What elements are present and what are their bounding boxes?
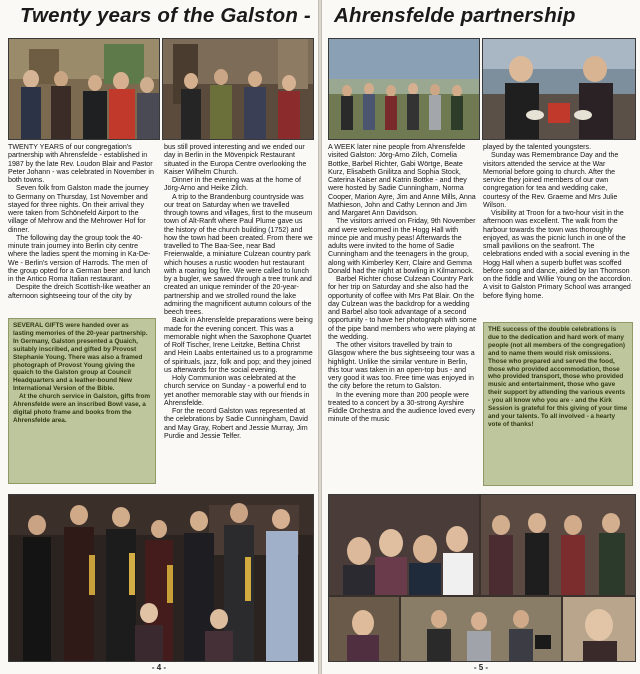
paragraph: bus still proved interesting and we ended our day in Berlin in the Mövenpick Restaurant situated in the Europa Centre overlooking the Kaiser Wilhelm Church. — [164, 143, 307, 176]
headline-right: Ahrensfelde partnership — [334, 4, 576, 27]
paragraph: Barbel Richter chose Culzean Country Park for her trip on Saturday and she also had the opportunity of coffee with Mrs Pat Blair. On the day Culzean was the backdrop for a wedding and Barbel also took advantage of a second opportunity - to have her photograph with some of the pipe band members who were playing at the wedding. — [328, 275, 477, 341]
photo-picnic-seafront — [482, 38, 636, 140]
paragraph: Despite the dreich Scottish-like weather an afternoon sightseeing tour of the city by — [8, 283, 151, 300]
photo-group-outdoors-right — [328, 38, 480, 140]
box-paragraph: THE success of the double celebrations is due to the dedication and hard work of many people (not all members of the congregation) and to name them would risk omissions. Those who prepared and served the food, those who provided accommodation, those who provided transport, those who provided music and entertainment, those who gave their support by attending the various events - you all know who you are - and the Kirk Session is grateful for this giving of your time and your talents. To all involved - a hearty vote of thanks! — [488, 326, 628, 428]
paragraph: A trip to the Brandenburg countryside was our treat on Saturday when we travelled through towns and villages, first to the museum town of Alt-Ranft where Paul Plume gave us the history of the church building (1752) and how the town had been created. From there we travelled to The Baa-See, near Bad Freienwalde, a miniature Culzean country park which houses a rustic wooden hut restaurant with a roaring log fire. We were called to lunch by a bugler, we sawed through a tree trunk and created an unique reminder of the 20-year-partnership and we strolled round the lake admiring the magnificent autumn colours of the beech trees. — [164, 192, 313, 316]
photo-walkers-left — [8, 38, 160, 140]
page-5 — [322, 0, 640, 674]
article-left-column-2 — [164, 143, 313, 488]
photo-saxophone-quartet — [8, 494, 314, 662]
paragraph: Back in Ahrensfelde preparations were being made for the evening concert. This was a memorable night when the Saxophone Quartet of Rolf Tischer, Irene Leitzke, Bettina Christ and Hein Laabs entertained us to a programme of spirituals, jazz, folk and pop; and they joined us afterwards for the social evening. — [164, 316, 313, 374]
paragraph: Dinner in the evening was at the home of Jörg-Arno and Heike Zilch. — [164, 176, 301, 193]
photo-street-group-left — [162, 38, 314, 140]
gifts-box — [8, 318, 156, 484]
photo-collage-right — [328, 494, 636, 662]
paragraph: A WEEK later nine people from Ahrensfelde visited Galston: Jörg-Arno Zilch, Cornelia Bottke, Barbel Richter, Gabi Wörtge, Beate Kurz, Elisabeth Gnilitza and Sophia Stock, Caterina Kaiser and Katrin Bottke - and they were hosted by Sadie Cunningham, Norma Cooper, Marion Ayre, Jim and Anne Mills, Anna Mathieson, John and Cathy Lennon and Jim and Margaret Ann Davidson. — [328, 143, 476, 217]
paragraph: The visitors arrived on Friday, 9th November and were welcomed in the Hogg Hall with mince pie and mushy peas! Afterwards the adults were invited to the home of Sadie Cunningham and the teenagers in the group, along with Kimberley Kerr, Claire and Gemma Donald had the night at bowling in Kilmarnock. — [328, 217, 476, 275]
paragraph: Seven folk from Galston made the journey to Germany on Thursday, 1st November and stayed for three nights. On their arrival they were taken from Schönefeld Airport to the village of Mehrow and the Mehrower Hof for dinner. — [8, 184, 149, 234]
article-left-column-1 — [8, 143, 156, 313]
headline-left: Twenty years of the Galston - — [20, 4, 311, 27]
paragraph: Holy Communion was celebrated at the church service on Sunday - a powerful end to yet another memorable stay with our friends in Ahrensfelde. — [164, 374, 310, 407]
page-number-left: - 4 - — [151, 663, 167, 672]
paragraph: The following day the group took the 40-minute train journey into Berlin city centre where the ladies spent the morning in Ka-De-We - Berlin's version of Harrods. The men of the group opted for a German beer and lunch in the Antico Roma Italian restaurant. — [8, 233, 151, 283]
box-paragraph: At the church service in Galston, gifts from Ahrensfelde were an inscribed Bowl vase, a digital photo frame and books from the Ahrensfelde area. — [13, 393, 151, 424]
page-4 — [0, 0, 318, 674]
paragraph: In the evening more than 200 people were treated to a concert by a 30-strong Ayrshire Fiddle Orchestra and the audience loved every minute of the music — [328, 390, 476, 424]
box-paragraph: SEVERAL GIFTS were handed over as lasting memories of the 20-year partnership. In Germany, Galston presented a Quaich, suitably inscribed, and gifted by Provost Stephanie Young. There was also a framed photograph of Provost Young giving the quaich to the Galston group at Council Headquarters and a leather-bound New International Version of the Bible. — [13, 322, 148, 393]
thanks-box — [483, 322, 633, 486]
paragraph: Sunday was Remembrance Day and the visitors attended the service at the War Memorial before going to church. After the service they joined members of our own congregation for tea and wedding cake, courtesy of the Rev. Graeme and Mrs Julie Wilson. — [483, 151, 619, 209]
article-right-column-2 — [483, 143, 633, 318]
paragraph: The other visitors travelled by train to Glasgow where the bus sightseeing tour was a highlight. Unlike the similar venture in Berlin, this tour was taken in an open-top bus - and very good it was too. Free time was enjoyed in the city before the return to Galston. — [328, 341, 475, 391]
paragraph: played by the talented youngsters. — [483, 143, 592, 151]
paragraph: TWENTY YEARS of our congregation's partnership with Ahrensfelde - established in 1987 by the late Rev. Loudon Blair and Pastor Peter Johann - was celebrated in November in both towns. — [8, 143, 154, 184]
page-number-right: - 5 - — [473, 663, 489, 672]
paragraph: For the record Galston was represented at the celebrations by Sadie Cunningham, David and May Gray, Robert and Jessie Murray, Jim Purdie and Jessie Telfer. — [164, 407, 308, 440]
paragraph: Visibility at Troon for a two-hour visit in the afternoon was excellent. The walk from the harbour towards the town was thoroughly enjoyed, as was the picnic lunch in one of the small pavilions on the seafront. The celebrations ended with a social evening in the Hogg Hall when a superb buffet was scoffed before song and dance, aided by Ian Thomson on the fiddle and Willie Young on the accordion. A visit to Galston Primary School was arranged before flying home. — [483, 209, 633, 300]
article-right-column-1 — [328, 143, 477, 488]
